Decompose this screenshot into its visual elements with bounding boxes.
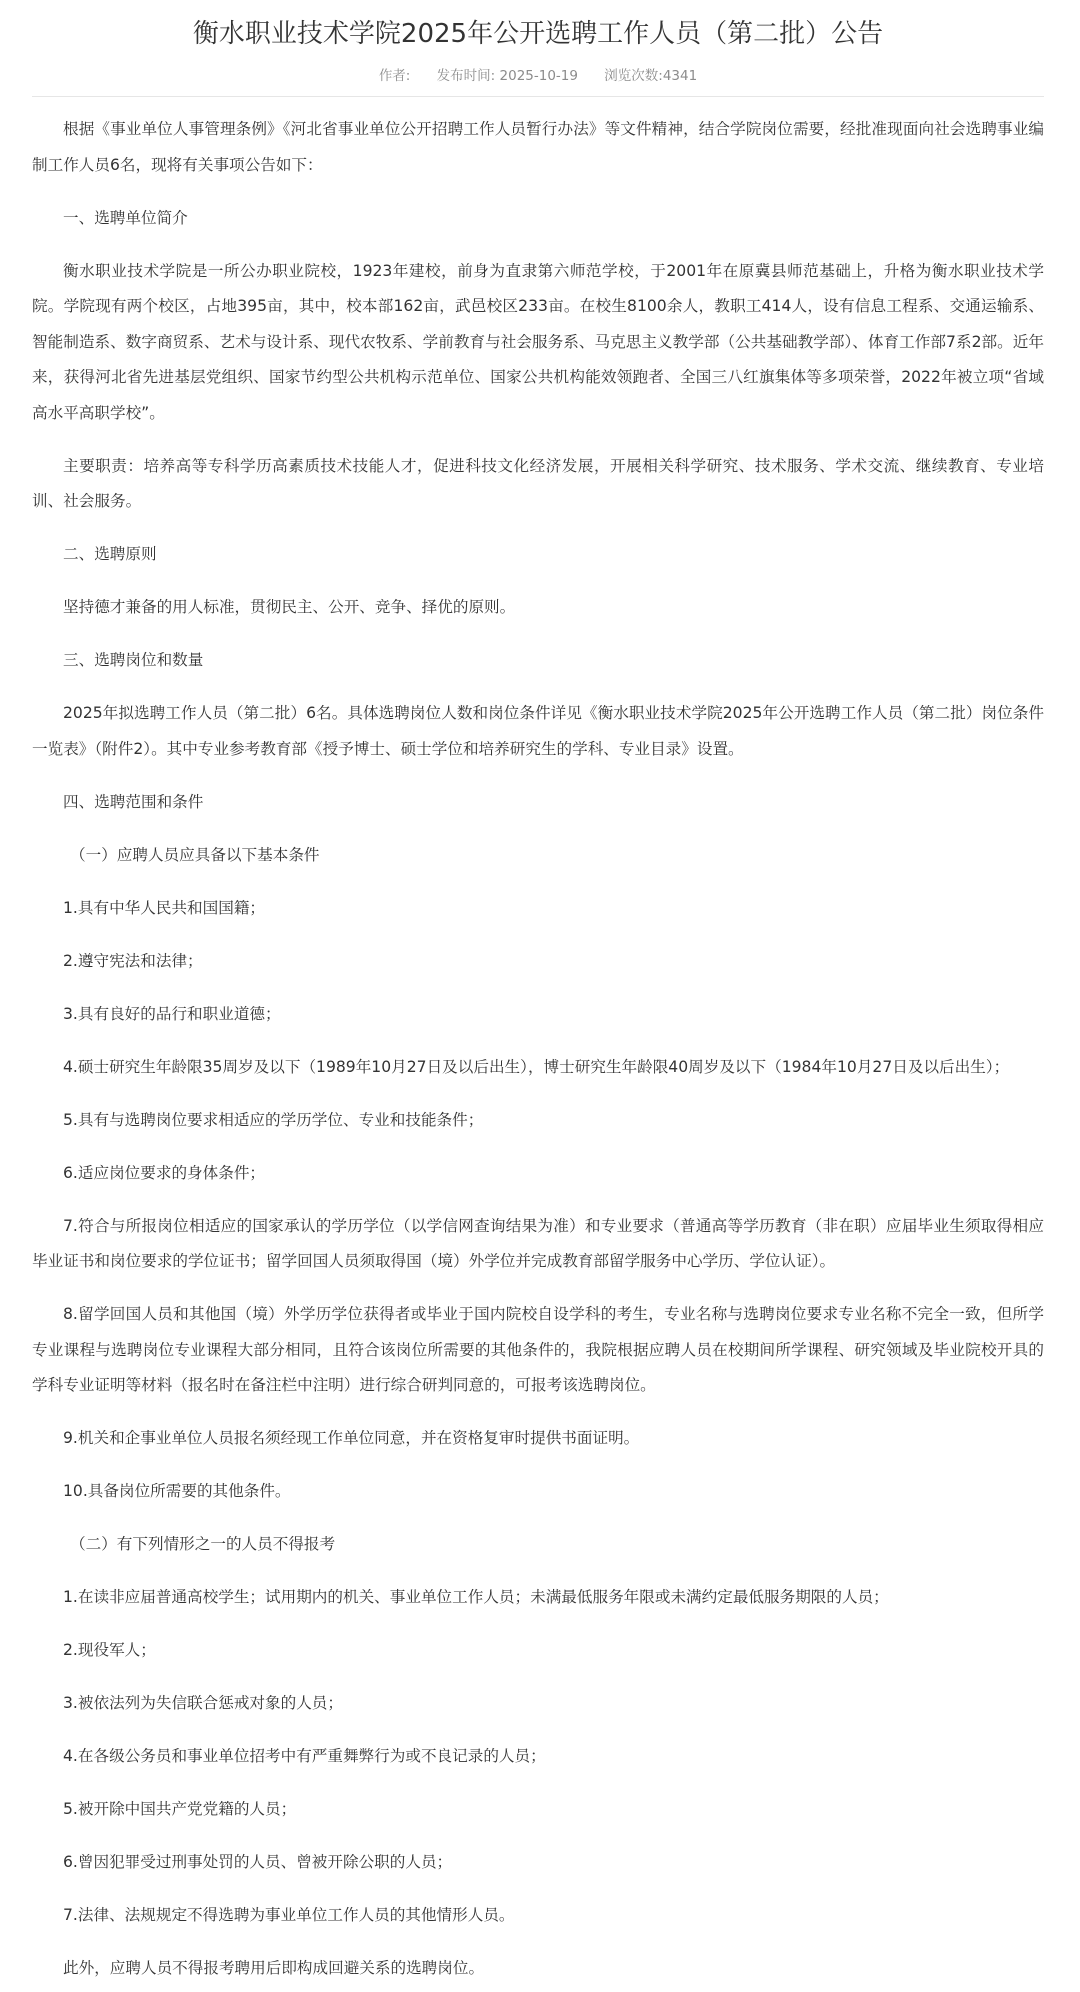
exclusion-item: 2.现役军人； (63, 1641, 156, 1659)
title-divider (32, 96, 1044, 97)
author-label: 作者: (378, 68, 411, 84)
condition-item: 3.具有良好的品行和职业道德； (63, 1004, 281, 1023)
condition-item: 10.具备岗位所需要的其他条件。 (63, 1482, 291, 1500)
condition-item: 9.机关和企事业单位人员报名须经现工作单位同意，并在资格复审时提供书面证明。 (63, 1429, 640, 1447)
principles-paragraph: 坚持德才兼备的用人标准，贯彻民主、公开、竞争、择优的原则。 (63, 598, 516, 616)
exclusion-item: 4.在各级公务员和事业单位招考中有严重舞弊行为或不良记录的人员； (63, 1747, 546, 1765)
subsection-heading-basic-conditions: （一）应聘人员应具备以下基本条件 (70, 845, 320, 864)
condition-item: 4.硕士研究生年龄限35周岁及以下（1989年10月27日及以后出生），博士研究生年龄限40周岁及以下（1984年10月27日及以后出生）； (63, 1057, 1010, 1076)
section-heading-unit-intro: 一、选聘单位简介 (63, 208, 188, 227)
exclusion-item: 1.在读非应届普通高校学生；试用期内的机关、事业单位工作人员；未满最低服务年限或未满约定最低服务期限的人员； (63, 1588, 889, 1606)
intro-paragraph: 根据《事业单位人事管理条例》《河北省事业单位公开招聘工作人员暂行办法》等文件精神，结合学院岗位需要，经批准现面向社会选聘事业编制工作人员6名，现将有关事项公告如下： (32, 120, 1044, 174)
article-body (32, 112, 1044, 1987)
college-intro-paragraph: 衡水职业技术学院是一所公办职业院校，1923年建校，前身为直隶第六师范学校，于2001年在原冀县师范基础上，升格为衡水职业技术学院。学院现有两个校区，占地395亩，其中，校本部162亩，武邑校区233亩。在校生8100余人，教职工414人，设有信息工程系、交通运输系、智能制造系、数字商贸系、艺术与设计系、现代农牧系、学前教育与社会服务系、马克思主义教学部（公共基础教学部）、体育工作部7系2部。近年来，获得河北省先进基层党组织、国家节约型公共机构示范单位、国家公共机构能效领跑者、全国三八红旗集体等多项荣誉，2022年被立项“省域高水平高职学校”。 (32, 261, 1044, 422)
view-count: 浏览次数:4341 (604, 68, 698, 84)
section-heading-conditions: 四、选聘范围和条件 (63, 792, 204, 811)
main-duties-paragraph: 主要职责：培养高等专科学历高素质技术技能人才，促进科技文化经济发展，开展相关科学研究、技术服务、学术交流、继续教育、专业培训、社会服务。 (32, 456, 1044, 510)
exclusion-item: 3.被依法列为失信联合惩戒对象的人员； (63, 1694, 343, 1712)
section-heading-positions: 三、选聘岗位和数量 (63, 651, 204, 669)
condition-item: 7.符合与所报岗位相适应的国家承认的学历学位（以学信网查询结果为准）和专业要求（普通高等学历教育（非在职）应届毕业生须取得相应毕业证书和岗位要求的学位证书；留学回国人员须取得国（境）外学位并完成教育部留学服务中心学历、学位认证）。 (32, 1216, 1044, 1270)
article-meta (32, 64, 1044, 88)
exclusion-item: 6.曾因犯罪受过刑事处罚的人员、曾被开除公职的人员； (63, 1853, 453, 1871)
condition-item: 8.留学回国人员和其他国（境）外学历学位获得者或毕业于国内院校自设学科的考生，专业名称与选聘岗位要求专业名称不完全一致，但所学专业课程与选聘岗位专业课程大部分相同，且符合该岗位所需要的其他条件的，我院根据应聘人员在校期间所学课程、研究领域及毕业院校开具的学科专业证明等材料（报名时在备注栏中注明）进行综合研判同意的，可报考该选聘岗位。 (32, 1305, 1044, 1394)
positions-paragraph: 2025年拟选聘工作人员（第二批）6名。具体选聘岗位人数和岗位条件详见《衡水职业技术学院2025年公开选聘工作人员（第二批）岗位条件一览表》（附件2）。其中专业参考教育部《授予博士、硕士学位和培养研究生的学科、专业目录》设置。 (32, 704, 1044, 758)
condition-item: 5.具有与选聘岗位要求相适应的学历学位、专业和技能条件； (63, 1110, 484, 1129)
subsection-heading-exclusions: （二）有下列情形之一的人员不得报考 (70, 1535, 336, 1553)
exclusion-item: 5.被开除中国共产党党籍的人员； (63, 1800, 297, 1818)
condition-item: 2.遵守宪法和法律； (63, 951, 203, 970)
avoidance-note-paragraph: 此外，应聘人员不得报考聘用后即构成回避关系的选聘岗位。 (63, 1959, 485, 1977)
condition-item: 6.适应岗位要求的身体条件； (63, 1163, 266, 1182)
exclusion-item: 7.法律、法规规定不得选聘为事业单位工作人员的其他情形人员。 (63, 1906, 515, 1924)
article-title: 衡水职业技术学院2025年公开选聘工作人员（第二批）公告 (192, 19, 884, 49)
section-heading-principles: 二、选聘原则 (63, 545, 157, 563)
publish-time: 发布时间: 2025-10-19 (436, 68, 578, 84)
condition-item: 1.具有中华人民共和国国籍； (63, 898, 266, 917)
